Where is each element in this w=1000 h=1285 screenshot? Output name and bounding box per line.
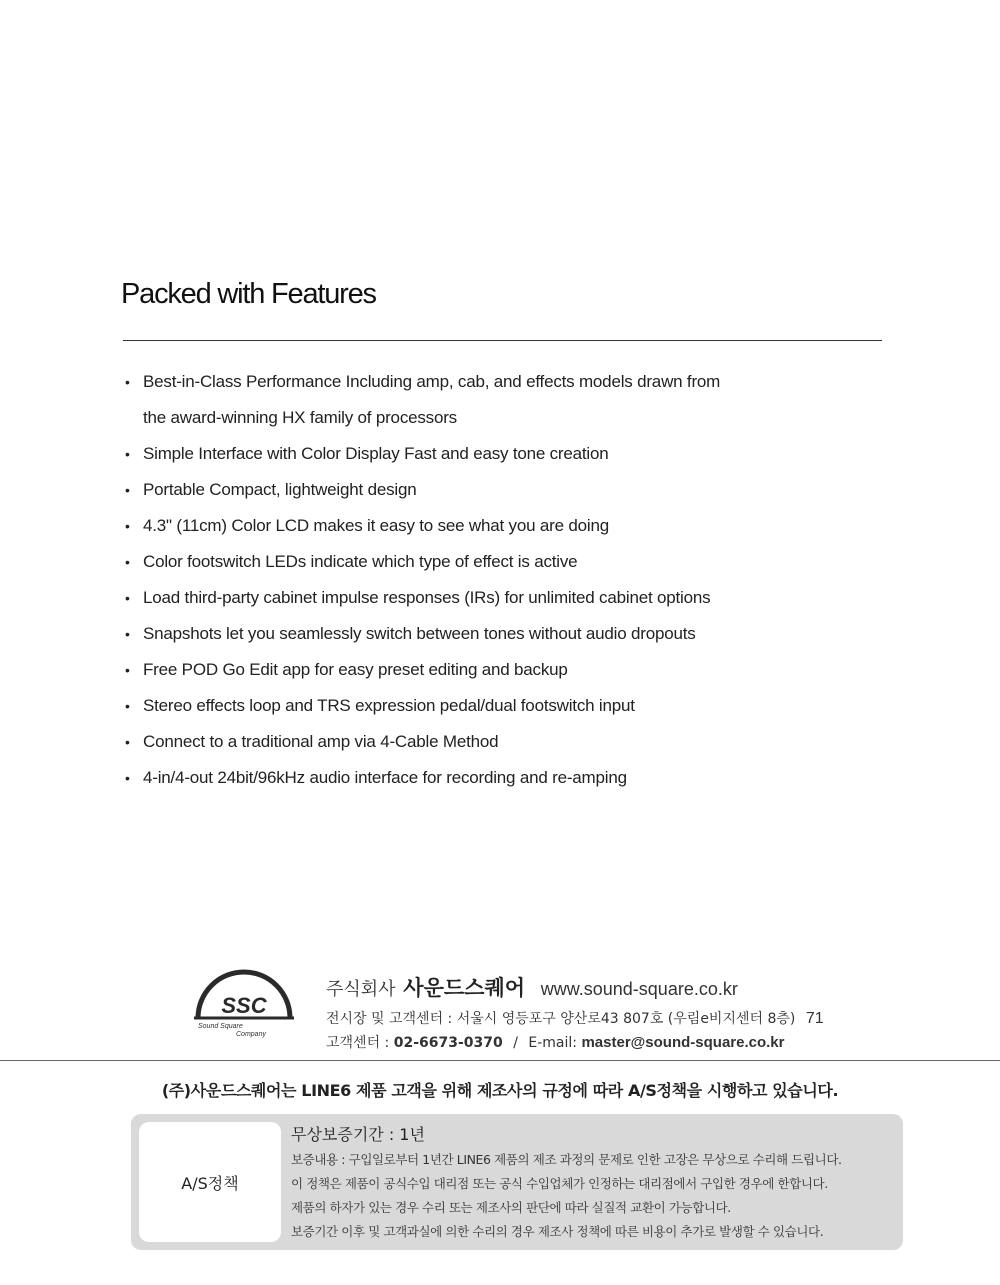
- company-logo: [178, 966, 308, 1046]
- bullet-icon: •: [125, 770, 130, 786]
- policy-line: 이 정책은 제품이 공식수입 대리점 또는 공식 수입업체가 인정하는 대리점에서 구입한 경우에 한합니다.: [291, 1176, 828, 1191]
- bullet-icon: •: [125, 374, 130, 390]
- section-title: Packed with Features: [121, 278, 376, 310]
- as-policy-box: [131, 1114, 903, 1250]
- bullet-icon: •: [125, 626, 130, 642]
- feature-item: • 4.3" (11cm) Color LCD makes it easy to see what you are doing: [124, 508, 884, 544]
- title-divider: [123, 340, 882, 341]
- feature-item: • Load third-party cabinet impulse responses (IRs) for unlimited cabinet options: [124, 580, 884, 616]
- feature-item: • Connect to a traditional amp via 4-Cable Method: [124, 724, 884, 760]
- bullet-icon: •: [125, 698, 130, 714]
- bullet-icon: •: [125, 554, 130, 570]
- logo-subtitle: Company: [236, 1031, 266, 1038]
- feature-item: • 4-in/4-out 24bit/96kHz audio interface for recording and re-amping: [124, 760, 884, 796]
- bullet-icon: •: [125, 482, 130, 498]
- feature-item: • Portable Compact, lightweight design: [124, 472, 884, 508]
- as-policy-lines: [291, 1148, 842, 1244]
- logo-text: SSC: [221, 993, 267, 1018]
- bullet-icon: •: [125, 518, 130, 534]
- company-contact: 고객센터 : 02-6673-0370 / E-mail: master@sound-square.co.kr: [326, 1034, 785, 1051]
- page-number: 71: [805, 1010, 824, 1027]
- policy-line: 보증내용 : 구입일로부터 1년간 LINE6 제품의 제조 과정의 문제로 인한 고장은 무상으로 수리해 드립니다.: [291, 1152, 842, 1167]
- feature-item: • Stereo effects loop and TRS expression pedal/dual footswitch input: [124, 688, 884, 724]
- feature-item: • Free POD Go Edit app for easy preset editing and backup: [124, 652, 884, 688]
- phone-number: 02-6673-0370: [393, 1035, 503, 1051]
- logo-subtitle: Sound Square: [198, 1023, 243, 1030]
- feature-item: • Best-in-Class Performance Including amp, cab, and effects models drawn from the award-winning HX family of processors: [124, 364, 884, 436]
- company-name: 주식회사 사운드스퀘어 www.sound-square.co.kr: [326, 976, 738, 1000]
- bullet-icon: •: [125, 590, 130, 606]
- email-link[interactable]: master@sound-square.co.kr: [581, 1034, 785, 1051]
- as-policy-label: A/S정책: [139, 1122, 281, 1242]
- feature-list: [124, 364, 884, 796]
- as-notice: (주)사운드스퀘어는 LINE6 제품 고객을 위해 제조사의 규정에 따라 A/S정책을 시행하고 있습니다.: [161, 1081, 839, 1100]
- policy-line: 보증기간 이후 및 고객과실에 의한 수리의 경우 제조사 정책에 따른 비용이 추가로 발생할 수 있습니다.: [291, 1224, 824, 1239]
- company-info: [178, 966, 828, 1052]
- warranty-period: 무상보증기간 : 1년: [291, 1125, 425, 1144]
- policy-line: 제품의 하자가 있는 경우 수리 또는 제조사의 판단에 따라 실질적 교환이 가능합니다.: [291, 1200, 731, 1215]
- footer-divider: [0, 1060, 1000, 1061]
- feature-item: • Snapshots let you seamlessly switch between tones without audio dropouts: [124, 616, 884, 652]
- website-link[interactable]: www.sound-square.co.kr: [540, 979, 738, 999]
- bullet-icon: •: [125, 662, 130, 678]
- bullet-icon: •: [125, 446, 130, 462]
- feature-item: • Color footswitch LEDs indicate which type of effect is active: [124, 544, 884, 580]
- bullet-icon: •: [125, 734, 130, 750]
- company-address: 전시장 및 고객센터 : 서울시 영등포구 양산로43 807호 (우림e비지센터 8층) 71: [326, 1010, 824, 1027]
- feature-item: • Simple Interface with Color Display Fast and easy tone creation: [124, 436, 884, 472]
